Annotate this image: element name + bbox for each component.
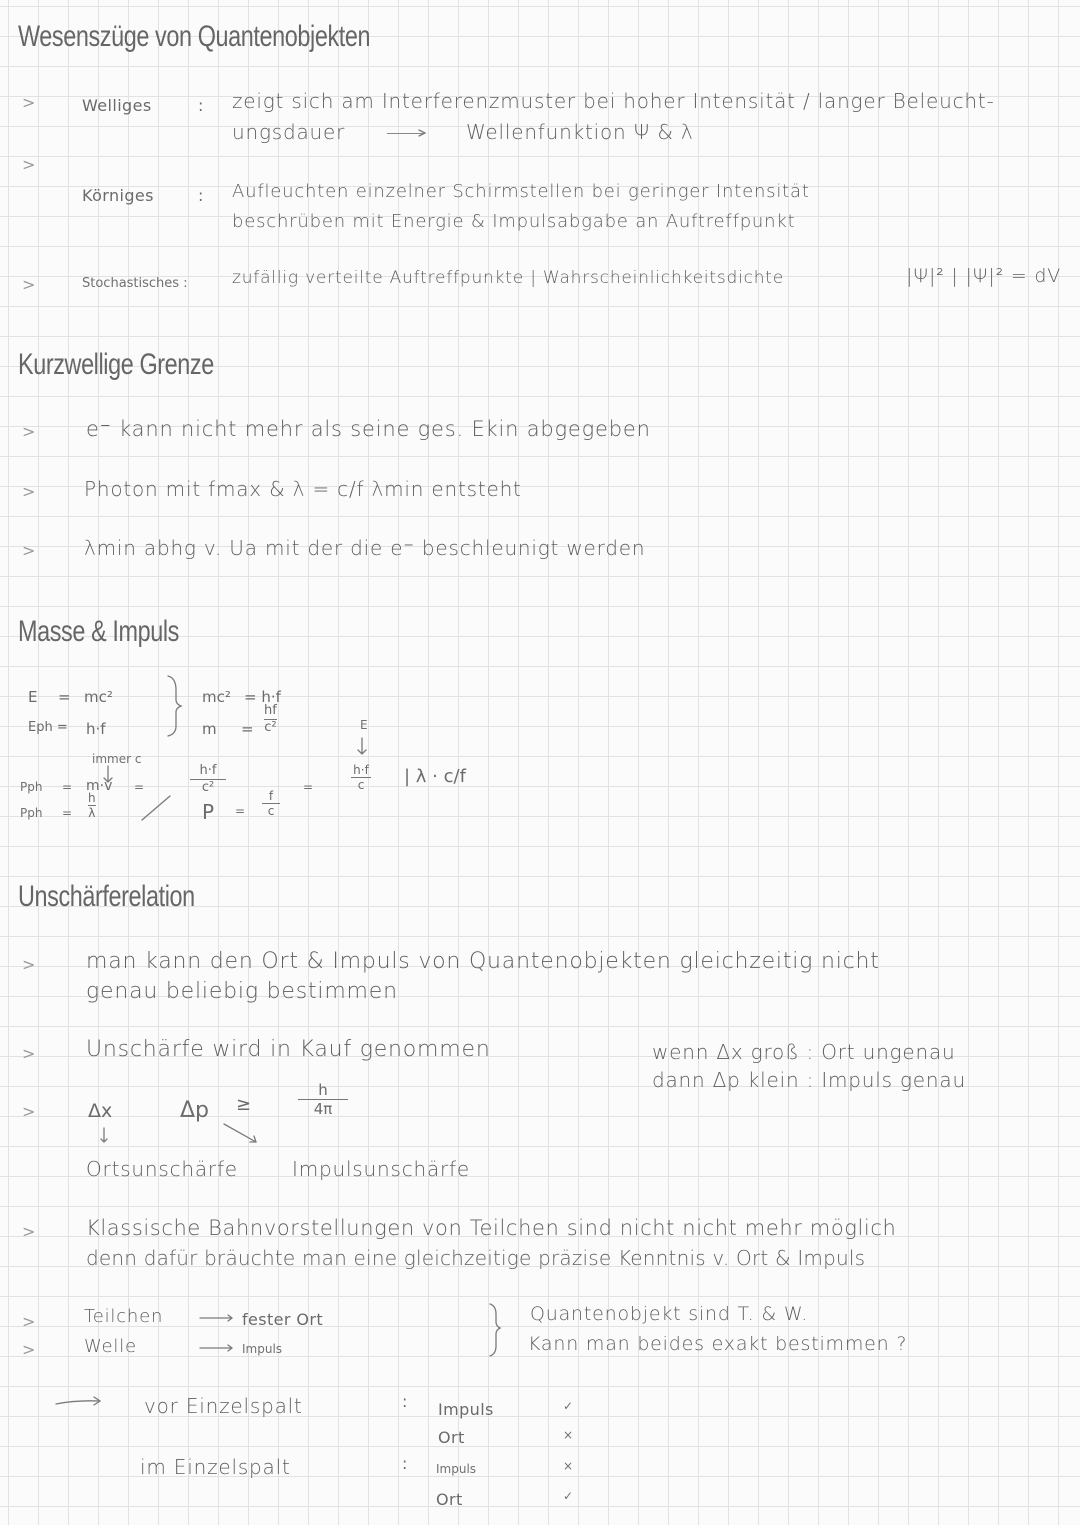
numerator-h: h [88,791,96,805]
stochastisches-label: Stochastisches : [82,276,188,291]
denominator-c: c [357,778,365,792]
heading-unschaerferelation: Unschärferelation [18,880,195,913]
im-ort: Ort [436,1490,463,1509]
stochastisches-text: zufällig verteilte Auftreffpunkte | Wahrscheinlichkeitsdichte [232,268,785,288]
probability-formula: |Ψ|² | |Ψ|² = dV [906,265,1062,287]
bullet-marker: > [22,1222,36,1241]
immer-c-note: immer c [92,752,142,766]
unschaerfe-item-4-line1: Klassische Bahnvorstellungen von Teilchen sind nicht nicht mehr möglich [86,1216,897,1240]
delta-p: Δp [180,1098,210,1123]
korniges-label: Körniges [82,186,154,205]
denominator-c: c [267,804,275,818]
numerator-hf: hf [264,703,277,718]
im-einzelspalt: im Einzelspalt [140,1455,291,1479]
impulsunschaerfe-label: Impulsunschärfe [292,1157,470,1181]
bullet-marker: > [22,275,36,294]
equals: = [235,804,246,818]
pph-label-1: Pph [20,780,43,794]
korniges-text-line1: Aufleuchten einzelner Schirmstellen bei geringer Intensität [232,181,810,202]
kurzwellig-item-1: e⁻ kann nicht mehr als seine ges. Ekin abgegeben [86,417,651,441]
bullet-marker: > [22,1102,36,1121]
E-symbol-small: E [360,718,368,732]
mv: m·v [86,778,113,794]
mc2: mc² [84,688,113,706]
down-arrow-E [358,738,366,754]
arrow-head [419,130,425,136]
equals-hf: = h·f [244,688,281,706]
brace-masse [168,676,181,736]
numerator-f: f [268,789,274,803]
colon: : [402,1392,408,1411]
welle-label: Welle [84,1336,137,1357]
bullet-marker: > [22,955,36,974]
Eph-label: Eph = [28,720,68,735]
slash-divider [142,796,170,820]
bullet-marker: > [22,93,36,112]
teilchen-label: Teilchen [84,1306,164,1327]
bullet-marker: > [22,155,36,174]
equals: = [62,806,73,820]
page-title: Wesenszüge von Quantenobjekten [18,20,371,53]
colon: : [198,186,204,205]
colon: : [402,1454,408,1473]
bullet-marker: > [22,541,36,560]
E-symbol: E [28,688,38,706]
welliges-label: Welliges [82,96,152,115]
cross-mark: × [563,1459,574,1473]
quantenobjekt-line2: Kann man beides exakt bestimmen ? [528,1333,908,1355]
heading-kurzwellige-grenze: Kurzwellige Grenze [18,348,214,381]
mc2-right: mc² [202,688,231,706]
colon: : [198,96,204,115]
quantenobjekt-line1: Quantenobjekt sind T. & W. [530,1303,809,1325]
bullet-marker: > [22,1044,36,1063]
arrow-welle [200,1345,232,1351]
bullet-marker: > [22,1312,36,1331]
wellenfunktion-text: Wellenfunktion Ψ & λ [466,120,694,144]
vor-impuls: Impuls [438,1400,494,1419]
diagonal-arrow-dp [224,1124,256,1142]
unschaerfe-item-4-line2: denn dafür bräuchte man eine gleichzeitige präzise Kenntnis v. Ort & Impuls [86,1246,866,1270]
denominator-c2: c² [201,780,215,795]
vor-ort: Ort [438,1428,465,1447]
bullet-marker: > [22,1340,36,1359]
equals: = [241,720,254,738]
denominator-c2: c² [264,720,277,735]
check-mark: ✓ [563,1399,574,1413]
unschaerfe-item-1-line1: man kann den Ort & Impuls von Quantenobjekten gleichzeitig nicht [86,949,880,974]
kurzwellig-item-3: λmin abhg v. Ua mit der die e⁻ beschleunigt werden [84,536,646,560]
denominator-lambda: λ [88,806,96,820]
equals: = [134,780,145,794]
numerator-hf: h·f [353,763,369,777]
equals: = [62,780,73,794]
unschaerfe-item-1-line2: genau beliebig bestimmen [86,979,398,1004]
ortsunschaerfe-label: Ortsunschärfe [86,1157,238,1181]
arrow-teilchen [200,1315,232,1321]
welliges-text-line2: ungsdauer [232,120,346,144]
impuls-small-label: Impuls [242,1342,283,1356]
numerator-hf: h·f [199,763,217,778]
lambda-formula: | λ · c/f [404,766,466,787]
p-symbol: P [202,800,215,824]
dann-note: dann Δp klein : Impuls genau [652,1068,966,1092]
long-arrow [56,1397,100,1405]
down-arrow-dx [101,1128,107,1142]
fester-ort-label: fester Ort [242,1310,324,1329]
cross-mark: × [563,1428,574,1442]
bullet-marker: > [22,482,36,501]
korniges-text-line2: beschrüben mit Energie & Impulsabgabe an Auftreffpunkt [232,211,796,232]
im-impuls: Impuls [436,1462,477,1476]
hf: h·f [86,720,106,738]
delta-x: Δx [88,1100,113,1122]
brace-teilchen-welle [490,1304,500,1356]
geq-sign: ≥ [236,1094,252,1115]
equals: = [303,780,314,794]
unschaerfe-item-2: Unschärfe wird in Kauf genommen [86,1037,491,1062]
vor-einzelspalt: vor Einzelspalt [144,1394,303,1418]
down-arrow-immer-c [104,766,112,782]
wenn-note: wenn Δx groß : Ort ungenau [652,1040,956,1064]
m-symbol: m [202,720,217,738]
kurzwellig-item-2: Photon mit fmax & λ = c/f λmin entsteht [84,477,522,501]
bullet-marker: > [22,422,36,441]
denominator-4pi: 4π [313,1100,333,1118]
heading-masse-impuls: Masse & Impuls [18,615,179,648]
numerator-h: h [318,1081,328,1099]
pph-label-2: Pph [20,806,43,820]
check-mark: ✓ [563,1489,574,1503]
equals: = [58,688,71,706]
welliges-text-line1: zeigt sich am Interferenzmuster bei hoher Intensität / langer Beleucht- [232,89,995,113]
